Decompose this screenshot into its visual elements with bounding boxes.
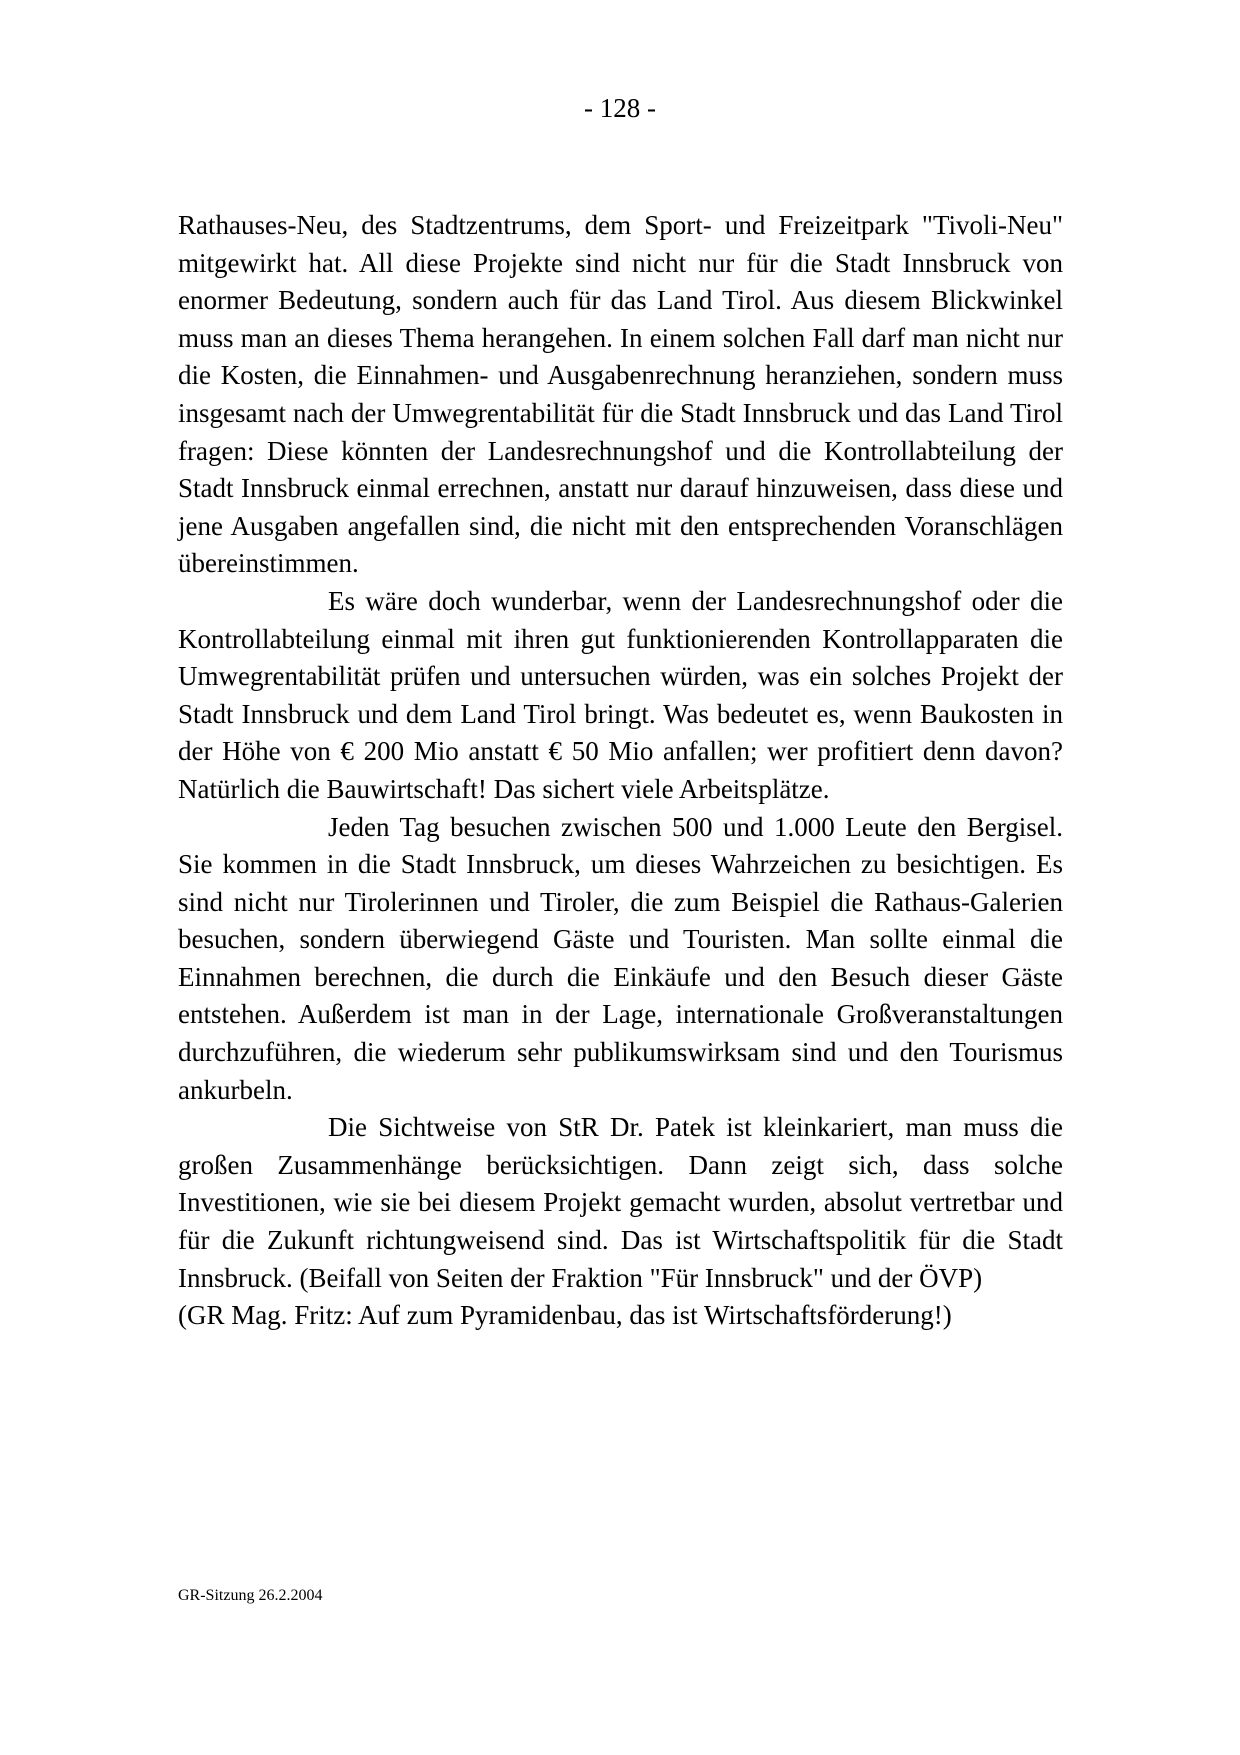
paragraph-continuation: Rathauses-Neu, des Stadtzentrums, dem Sport- und Freizeitpark "Tivoli-Neu" mitgewirkt hat. All diese Projekte sind nicht nur für die Stadt Innsbruck von enormer Bedeutung, sondern auch für das Land Tirol. Aus diesem Blickwinkel muss man an dieses Thema herangehen. In einem solchen Fall darf man nicht nur die Kosten, die Einnahmen- und Ausgabenrechnung heranziehen, sondern muss insgesamt nach der Umwegrentabilität für die Stadt Innsbruck und das Land Tirol fragen: Diese könnten der Landesrechnungshof und die Kontrollabteilung der Stadt Innsbruck einmal errechnen, anstatt nur darauf hinzuweisen, dass diese und jene Ausgaben angefallen sind, die nicht mit den entsprechenden Voranschlägen übereinstimmen.	[178, 210, 1063, 579]
interjection: (GR Mag. Fritz: Auf zum Pyramidenbau, das ist Wirtschaftsförderung!)	[178, 1300, 952, 1331]
page-footer: GR-Sitzung 26.2.2004	[178, 1587, 323, 1604]
paragraph: Jeden Tag besuchen zwischen 500 und 1.000 Leute den Bergisel. Sie kommen in die Stadt Innsbruck, um dieses Wahrzeichen zu besichtigen. Es sind nicht nur Tirolerinnen und Tiroler, die zum Beispiel die Rathaus-Galerien besuchen, sondern überwiegend Gäste und Touristen. Man sollte einmal die Einnahmen berechnen, die durch die Einkäufe und den Besuch dieser Gäste entstehen. Außerdem ist man in der Lage, internationale Großveranstaltungen durchzuführen, die wiederum sehr publikumswirksam sind und den Tourismus ankurbeln.	[178, 811, 1063, 1105]
page-number: - 128 -	[584, 93, 656, 123]
paragraph: Die Sichtweise von StR Dr. Patek ist kleinkariert, man muss die großen Zusammenhänge berücksichtigen. Dann zeigt sich, dass solche Investitionen, wie sie bei diesem Projekt gemacht wurden, absolut vertretbar und für die Zukunft richtungweisend sind. Das ist Wirtschaftspolitik für die Stadt Innsbruck. (Beifall von Seiten der Fraktion "Für Innsbruck" und der ÖVP)	[178, 1112, 1063, 1293]
document-body	[178, 207, 1063, 1335]
paragraph: Es wäre doch wunderbar, wenn der Landesrechnungshof oder die Kontrollabteilung einmal mit ihren gut funktionierenden Kontrollapparaten die Umwegrentabilität prüfen und untersuchen würden, was ein solches Projekt der Stadt Innsbruck und dem Land Tirol bringt. Was bedeutet es, wenn Baukosten in der Höhe von € 200 Mio anstatt € 50 Mio anfallen; wer profitiert denn davon? Natürlich die Bauwirtschaft! Das sichert viele Arbeitsplätze.	[178, 585, 1063, 804]
